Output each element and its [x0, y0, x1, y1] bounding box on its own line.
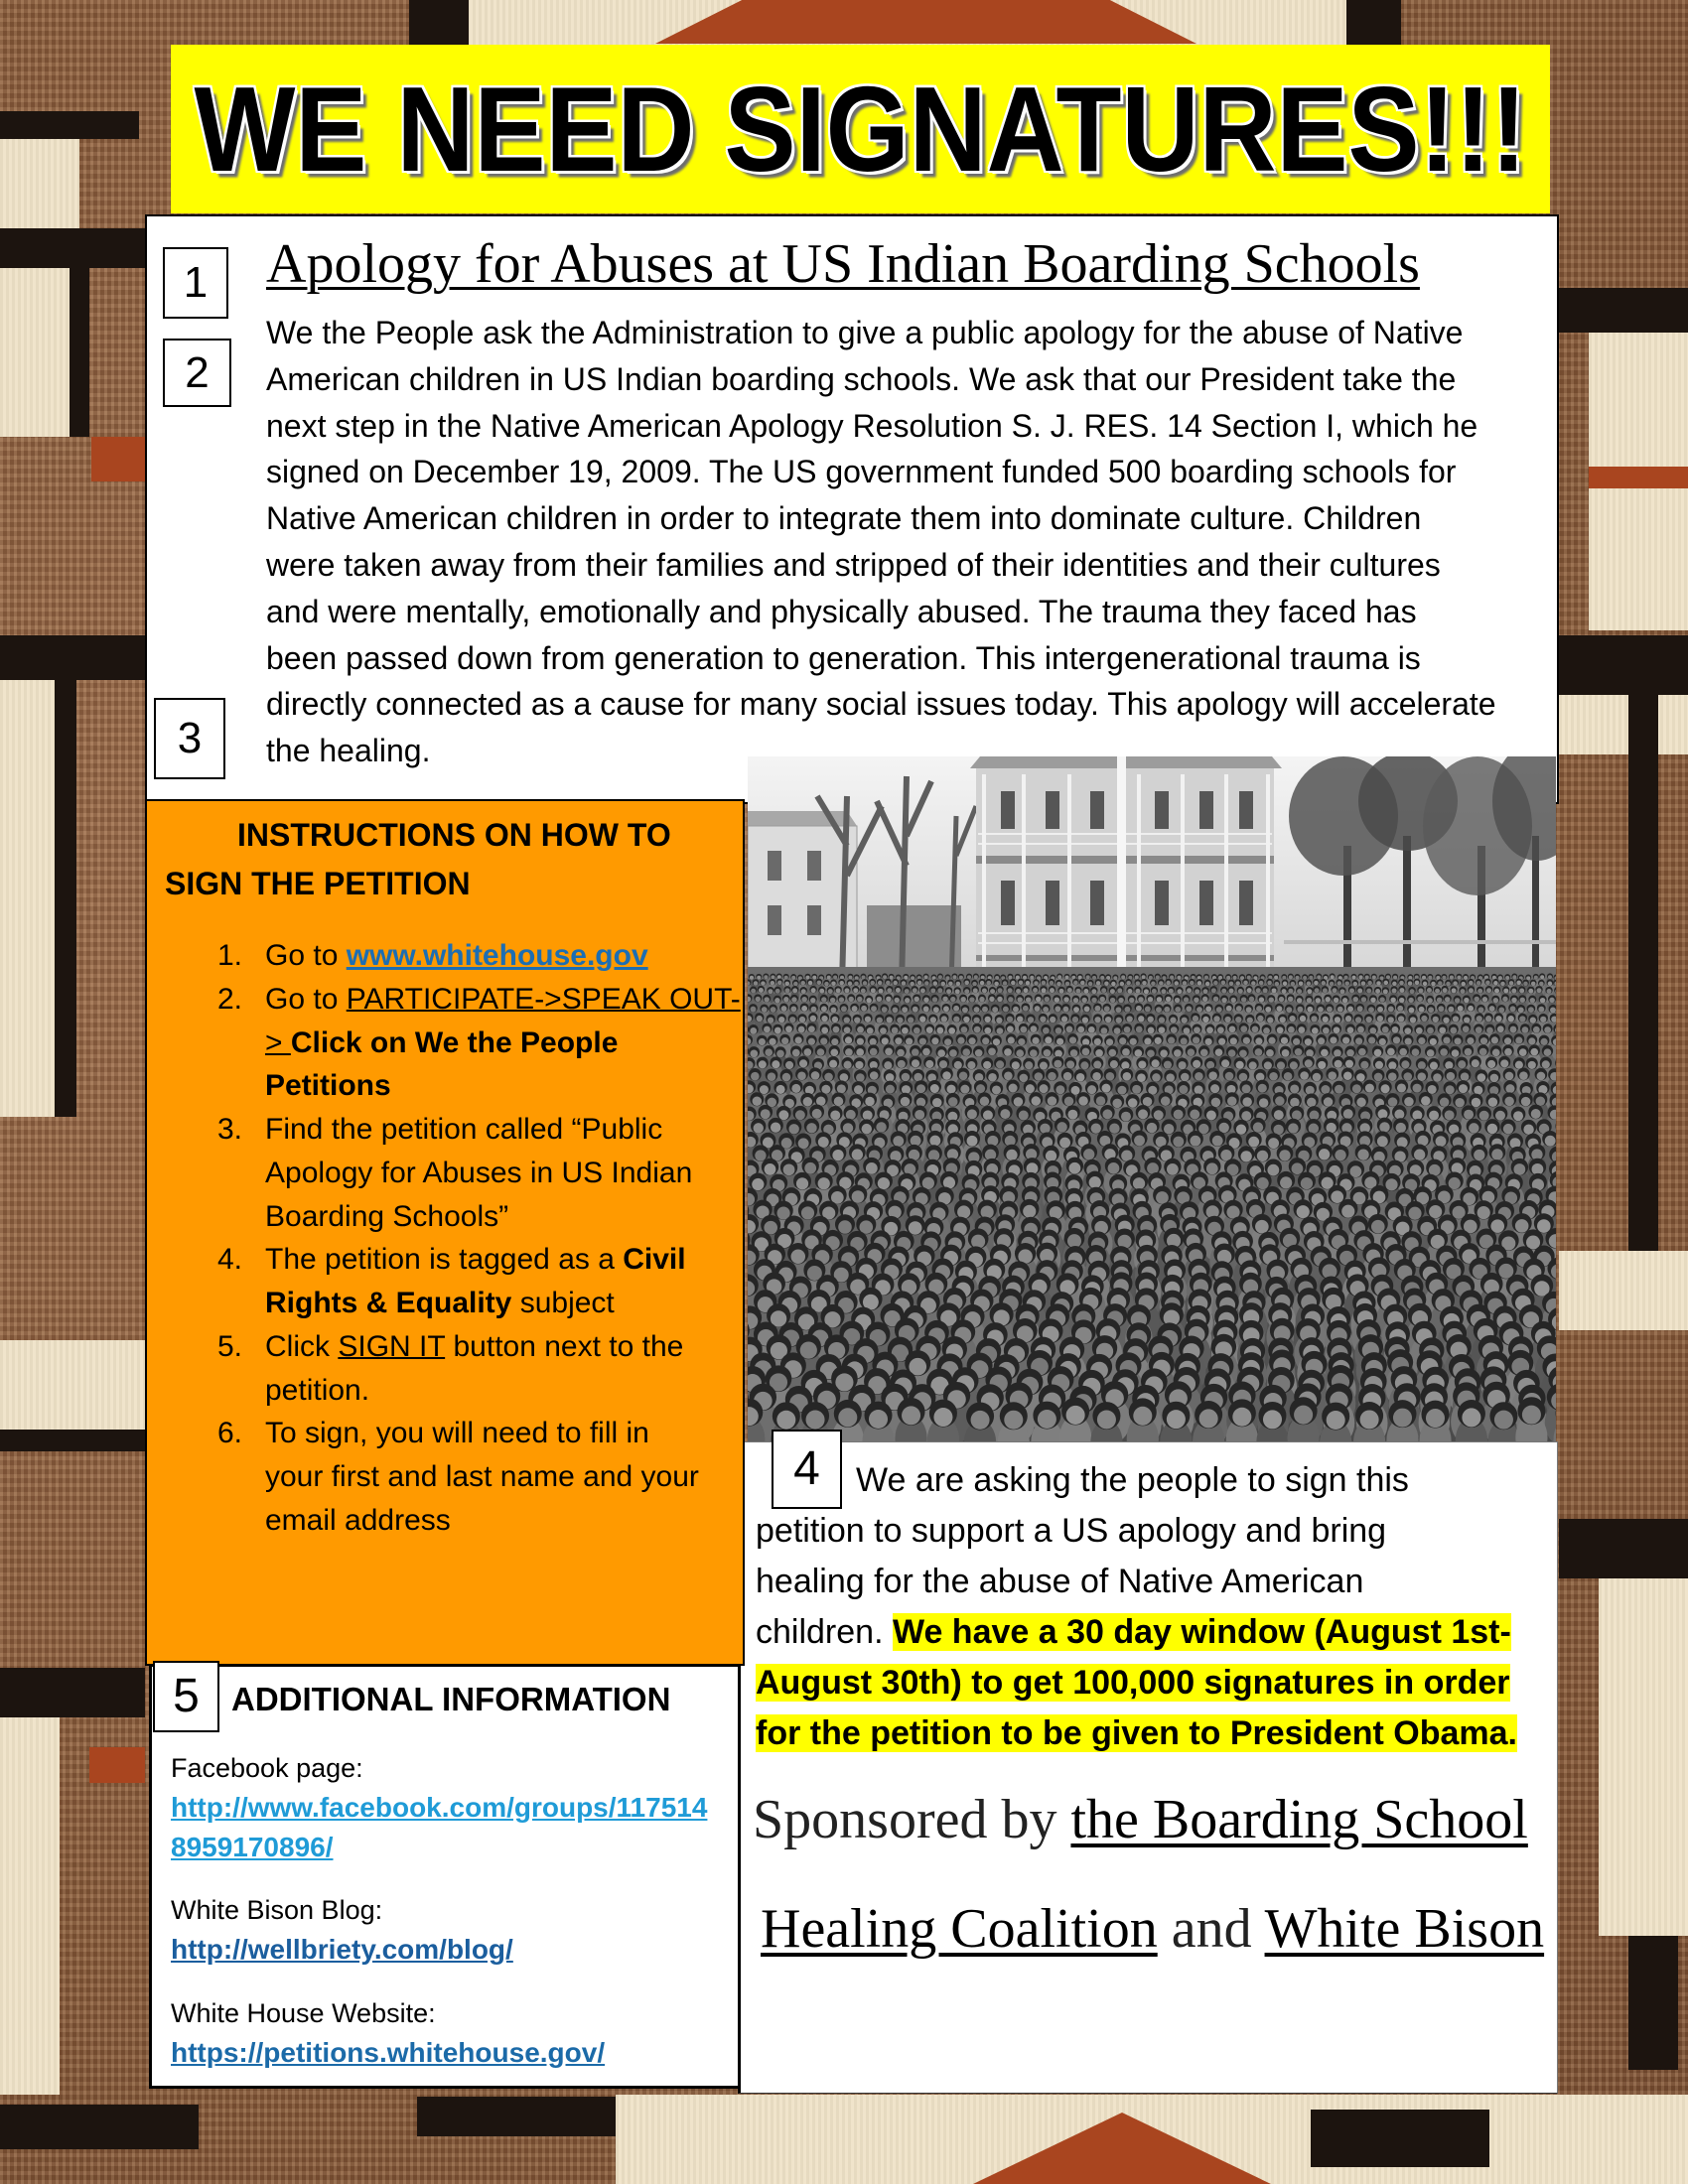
rug-pattern-block	[1311, 2110, 1489, 2167]
rug-pattern-block	[0, 635, 145, 680]
cta-highlight: August 30th) to get 100,000 signatures in order	[756, 1664, 1510, 1702]
rug-pattern-block	[1559, 288, 1688, 333]
rug-pattern-block	[1559, 695, 1688, 754]
instruction-step	[217, 1325, 741, 1413]
step-number: 6.	[217, 1417, 243, 1450]
cta-line: We are asking the people to sign this	[856, 1461, 1409, 1499]
rug-pattern-block	[0, 111, 139, 139]
petition-body-line: the healing.	[266, 733, 431, 769]
cta-line: petition to support a US apology and bring	[756, 1512, 1387, 1550]
sponsor-conjunction: and	[1157, 1898, 1265, 1960]
blog-info	[171, 1890, 513, 1970]
petition-body-line: Native American children in order to integrate them into dominate culture. Children	[266, 500, 1422, 537]
whitehouse-link[interactable]: www.whitehouse.gov	[346, 939, 648, 972]
rug-pattern-block	[1346, 0, 1401, 45]
step-bold-text: Click on We the People	[290, 1025, 619, 1059]
step-number: 3.	[217, 1113, 243, 1147]
instructions-steps-list	[217, 934, 741, 1543]
instruction-step	[217, 1412, 741, 1542]
blog-link[interactable]: http://wellbriety.com/blog/	[171, 1934, 513, 1965]
facebook-info	[171, 1748, 707, 1867]
rug-pattern-block	[1559, 1519, 1688, 1578]
headline: WE NEED SIGNATURES!!!	[194, 61, 1527, 197]
rug-pattern-block	[0, 1668, 145, 1717]
step-text: Click	[265, 1329, 339, 1363]
instruction-step	[217, 1108, 741, 1238]
step-text: email address	[265, 1503, 451, 1537]
rug-pattern-block	[1559, 635, 1688, 695]
rug-pattern-block	[1628, 695, 1658, 1251]
rug-pattern-block	[0, 680, 55, 1117]
rug-pattern-block	[1628, 1936, 1678, 2070]
petitions-link[interactable]: https://petitions.whitehouse.gov/	[171, 2037, 606, 2068]
step-text: Boarding Schools”	[265, 1199, 509, 1233]
facebook-label: Facebook page:	[171, 1753, 363, 1783]
participate-speak-out-path: PARTICIPATE->SPEAK OUT-	[346, 982, 741, 1016]
petition-body-line: been passed down from generation to generation. This intergenerational trauma is	[266, 639, 1421, 676]
rug-pattern-block	[0, 228, 145, 268]
sponsor-name: the Boarding School	[1070, 1789, 1528, 1850]
rug-pattern-block	[0, 2105, 199, 2149]
facebook-link[interactable]: http://www.facebook.com/groups/117514	[171, 1792, 708, 1823]
rug-pattern-block	[655, 0, 1196, 44]
rug-pattern-block	[409, 0, 469, 45]
blog-label: White Bison Blog:	[171, 1895, 383, 1925]
headline-banner	[171, 45, 1550, 213]
instruction-step	[217, 978, 741, 1108]
sponsor-name: White Bison	[1264, 1898, 1545, 1960]
boarding-school-photo-image	[748, 756, 1556, 1441]
participate-speak-out-path-end: >	[265, 1025, 291, 1059]
section-number-3: 3	[154, 698, 225, 779]
step-bold-text: Rights & Equality	[265, 1287, 512, 1320]
petition-body-line: We the People ask the Administration to give a public apology for the abuse of Native	[266, 315, 1464, 350]
step-text: subject	[511, 1287, 615, 1320]
petition-body-line: next step in the Native American Apology Resolution S. J. RES. 14 Section I, which he	[266, 407, 1478, 444]
outbuilding	[867, 905, 961, 975]
step-text: Find the petition called “Public	[265, 1113, 663, 1147]
whitehouse-label: White House Website:	[171, 1998, 436, 2028]
step-text: The petition is tagged as a	[265, 1243, 624, 1277]
step-text: petition.	[265, 1373, 370, 1407]
step-bold-text: Civil	[623, 1243, 686, 1277]
petition-title: Apology for Abuses at US Indian Boarding Schools	[266, 233, 1420, 295]
step-bold-text: Petitions	[265, 1069, 391, 1103]
crowd-of-children	[748, 973, 1556, 1441]
rug-pattern-block	[89, 1747, 145, 1783]
petition-body-line: and were mentally, emotionally and physically abused. The trauma they faced has	[266, 593, 1417, 629]
rug-pattern-block	[91, 437, 145, 481]
additional-info-heading: ADDITIONAL INFORMATION	[231, 1681, 671, 1717]
rug-pattern-block	[0, 1717, 60, 2095]
instructions-heading	[165, 811, 671, 908]
petition-body-line: signed on December 19, 2009. The US government funded 500 boarding schools for	[266, 454, 1457, 490]
instructions-heading-line-1: INSTRUCTIONS ON HOW TO	[237, 817, 671, 853]
sponsor-name: Healing Coalition	[761, 1898, 1158, 1960]
sponsor-prefix: Sponsored by	[753, 1789, 1071, 1850]
petition-body-line: were taken away from their families and stripped of their identities and their cultures	[266, 546, 1441, 583]
rug-pattern-block	[0, 268, 70, 437]
sponsor-line-2	[761, 1898, 1545, 1960]
section-number-5: 5	[153, 1661, 219, 1732]
boarding-school-photo	[748, 756, 1556, 1441]
cta-highlight: We have a 30 day window (August 1st-	[892, 1613, 1511, 1651]
step-number: 2.	[217, 982, 243, 1016]
instructions-heading-line-2: SIGN THE PETITION	[165, 866, 471, 901]
section-number-1: 1	[163, 247, 228, 319]
section-number-4: 4	[772, 1430, 842, 1509]
cta-highlight: for the petition to be given to President Obama.	[756, 1714, 1517, 1752]
sign-it-label: SIGN IT	[338, 1329, 446, 1363]
step-number: 1.	[217, 939, 243, 972]
step-text: To sign, you will need to fill in	[265, 1417, 649, 1450]
rug-pattern-block	[55, 680, 76, 1117]
rug-pattern-block	[1599, 1578, 1688, 1936]
section-number-2: 2	[163, 339, 231, 407]
step-number: 5.	[217, 1329, 243, 1363]
instruction-step	[217, 934, 741, 978]
cta-line: healing for the abuse of Native American	[756, 1563, 1364, 1600]
rug-pattern-block	[0, 139, 79, 228]
petition-body	[266, 310, 1496, 774]
petition-body-line: directly connected as a cause for many social issues today. This apology will accelerate	[266, 686, 1496, 723]
rug-pattern-block	[1589, 467, 1688, 488]
whitehouse-info	[171, 1993, 605, 2073]
rug-pattern-block	[1559, 1251, 1688, 1330]
step-text: Go to	[265, 939, 347, 972]
step-number: 4.	[217, 1243, 243, 1277]
flagpole	[1117, 756, 1126, 995]
petition-body-line: American children in US Indian boarding schools. We ask that our President take the	[266, 360, 1457, 397]
step-text: your first and last name and your	[265, 1460, 699, 1494]
step-text: button next to the	[445, 1329, 684, 1363]
rug-pattern-block	[0, 1430, 145, 1451]
step-text: Apology for Abuses in US Indian	[265, 1156, 693, 1189]
facebook-link-continued[interactable]: 8959170896/	[171, 1832, 334, 1862]
step-text: Go to	[265, 982, 347, 1016]
cta-line: children.	[756, 1613, 893, 1651]
instruction-step	[217, 1238, 741, 1325]
call-to-action-text	[756, 1455, 1517, 1759]
rug-pattern-block	[70, 268, 89, 437]
rug-pattern-block	[417, 2097, 616, 2136]
rug-pattern-block	[0, 1340, 145, 1430]
sponsor-line-1	[753, 1789, 1528, 1850]
